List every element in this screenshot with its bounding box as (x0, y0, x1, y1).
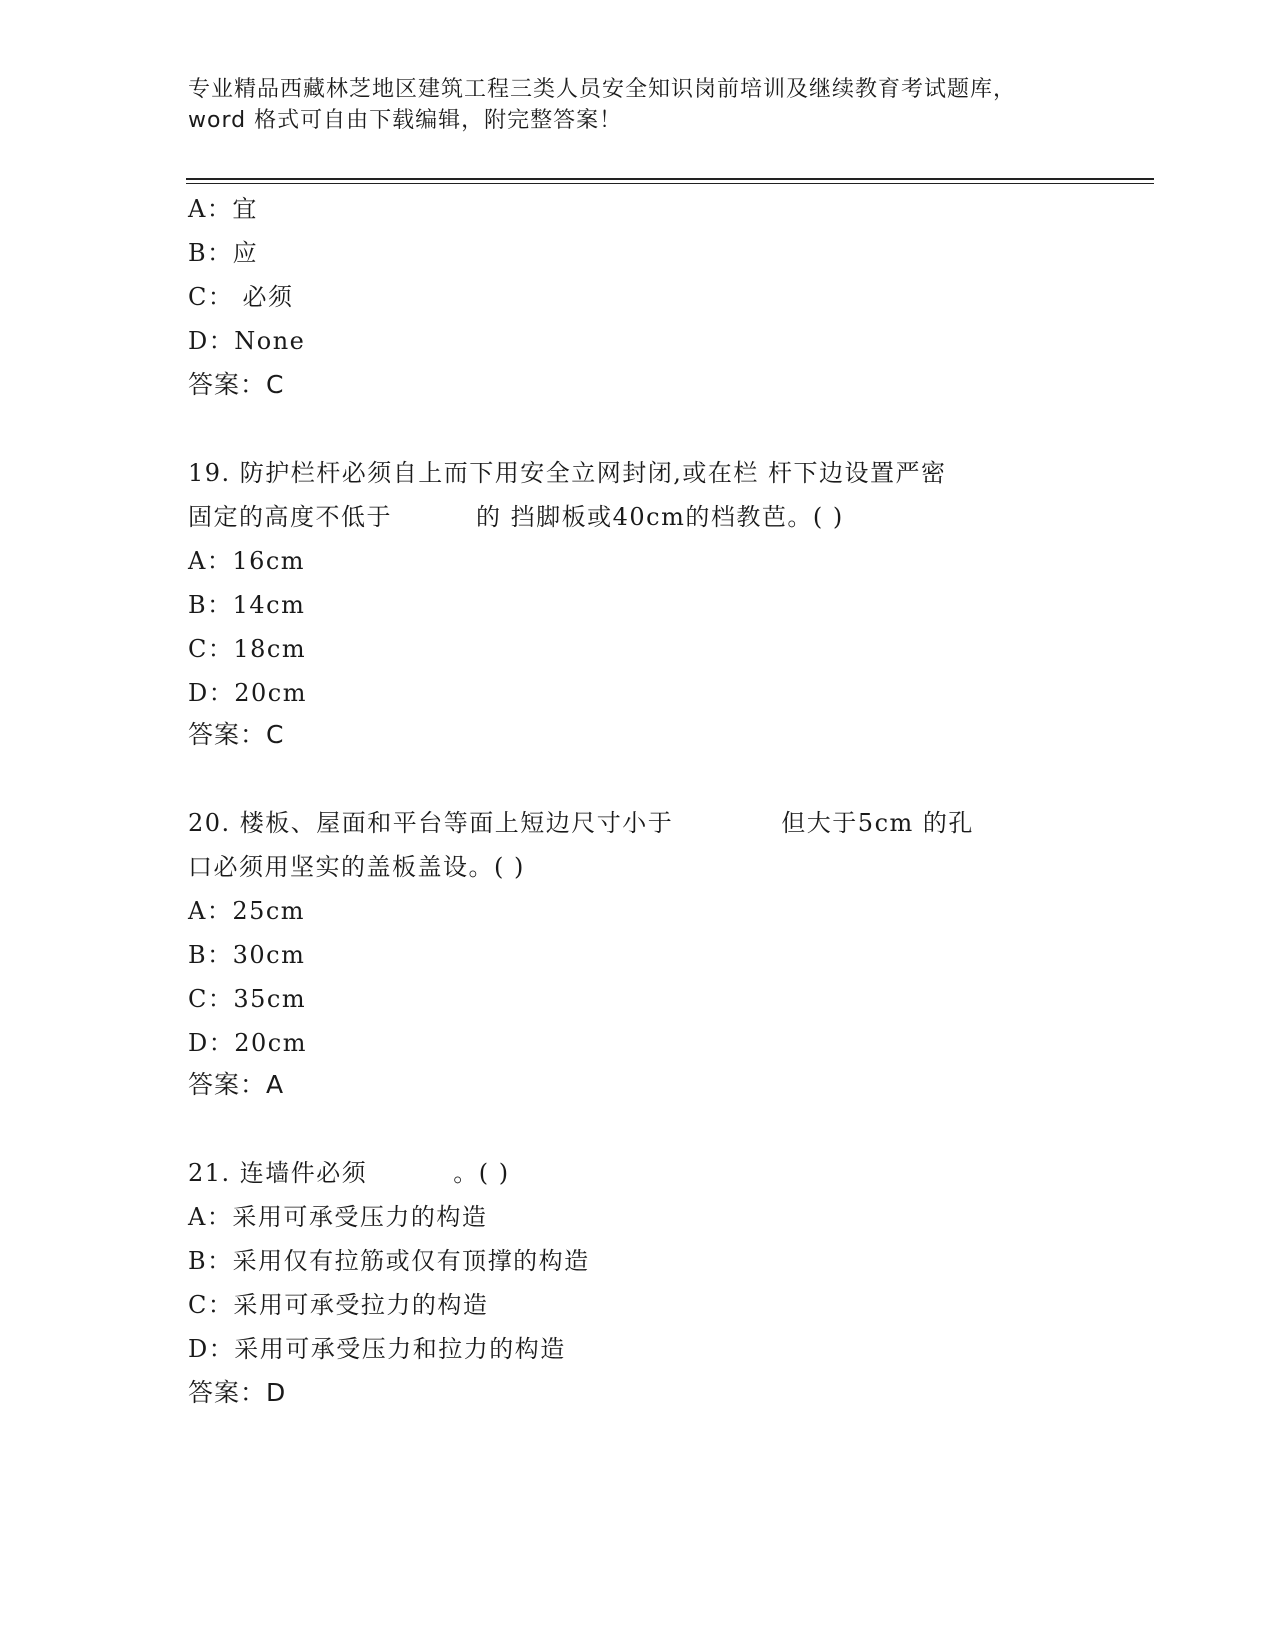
q20-option-a: A：25cm (188, 897, 306, 925)
q19-answer: 答案：C (188, 720, 285, 749)
header-line-2: word 格式可自由下载编辑，附完整答案！ (188, 108, 623, 133)
q21-line1-part-a: 21. 连墙件必须 (188, 1159, 368, 1187)
q19-question-line-1: 19. 防护栏杆必须自上而下用安全立网封闭,或在栏 杆下边设置严密 (188, 459, 947, 487)
q21-option-c: C：采用可承受拉力的构造 (188, 1291, 489, 1319)
q20-line1-part-b: 但大于5cm 的孔 (781, 809, 974, 837)
q20-option-b: B：30cm (188, 941, 306, 969)
q20-question-line-2: 口必须用坚实的盖板盖设。( ) (188, 853, 525, 881)
q21-option-a: A：采用可承受压力的构造 (188, 1203, 488, 1231)
header-divider-thick (186, 178, 1154, 180)
q19-option-b: B：14cm (188, 591, 306, 619)
q21-question-line-1 (188, 1158, 510, 1188)
q19-line2-part-b: 的 挡脚板或40cm的档教芭。( ) (476, 503, 844, 531)
q18-option-a: A：宜 (188, 195, 258, 223)
q18-option-b: B：应 (188, 239, 259, 267)
q18-option-c: C： 必须 (188, 283, 294, 311)
q21-answer: 答案：D (188, 1378, 287, 1407)
q18-answer: 答案：C (188, 370, 285, 399)
q20-option-c: C：35cm (188, 985, 307, 1013)
q19-option-a: A：16cm (188, 547, 306, 575)
q19-line2-part-a: 固定的高度不低于 (188, 503, 392, 531)
header-divider-thin (186, 183, 1154, 184)
q21-option-d: D：采用可承受压力和拉力的构造 (188, 1335, 566, 1363)
q19-question-line-2 (188, 502, 844, 532)
q20-line1-part-a: 20. 楼板、屋面和平台等面上短边尺寸小于 (188, 809, 674, 837)
q20-answer: 答案：A (188, 1070, 285, 1099)
q21-option-b: B：采用仅有拉筋或仅有顶撑的构造 (188, 1247, 590, 1275)
q18-option-d: D：None (188, 327, 306, 355)
q19-option-d: D：20cm (188, 679, 307, 707)
header-line-1: 专业精品西藏林芝地区建筑工程三类人员安全知识岗前培训及继续教育考试题库， (188, 77, 1017, 102)
q19-option-c: C：18cm (188, 635, 307, 663)
document-header (188, 74, 1088, 136)
q20-question-line-1 (188, 808, 974, 838)
q21-line1-part-b: 。( ) (453, 1159, 510, 1187)
q20-option-d: D：20cm (188, 1029, 307, 1057)
